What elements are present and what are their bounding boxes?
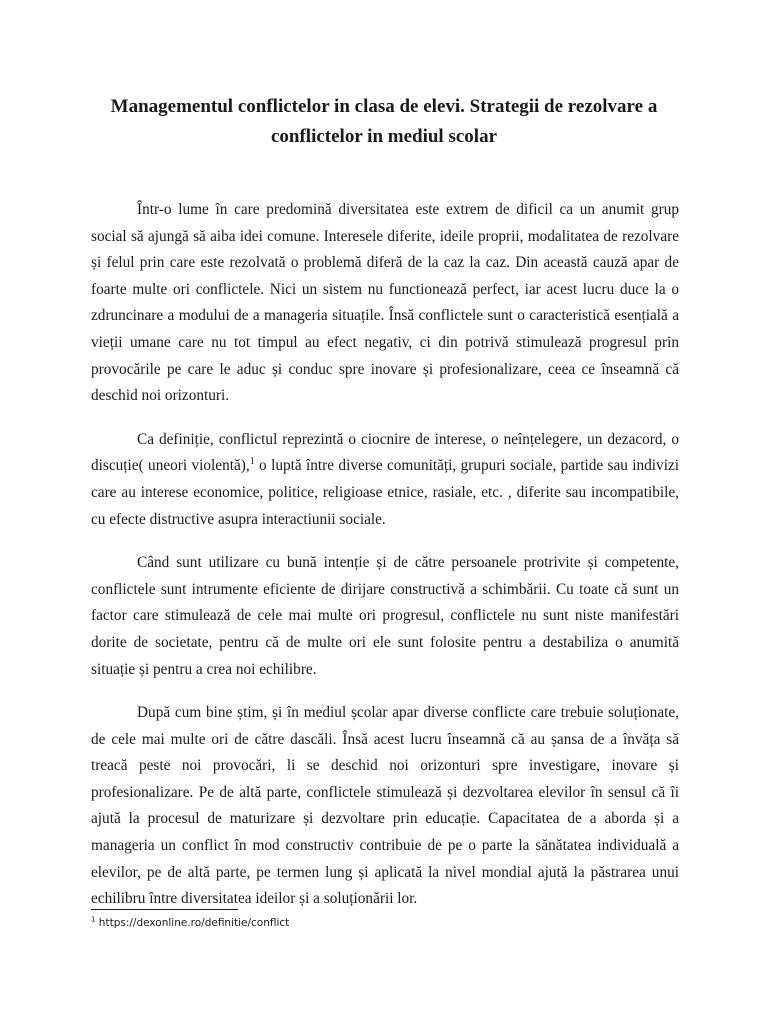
footnote-separator	[91, 909, 238, 910]
footnote	[91, 915, 289, 931]
paragraph-school: După cum bine știm, și în mediul școlar apar diverse conflicte care trebuie soluționate, de cele mai multe ori de către dascăli. Însă acest lucru înseamnă că au șansa de a învăța să treacă peste noi provocări, li se deschid noi orizonturi spre investigare, inovare și profesionalizare. Pe de altă parte, conflictele stimulează și dezvoltarea elevilor în sensul că îi ajută la procesul de maturizare și dezvoltare prin educație. Capacitatea de a aborda și a manageria un conflict în mod constructiv contribuie de pe o parte la sănătatea individuală a elevilor, pe de altă parte, pe termen lung și aplicată la nivel mondial ajută la păstrarea unui echilibru între diversitatea ideilor și a soluționării lor.	[91, 704, 679, 908]
footnote-link[interactable]: https://dexonline.ro/definitie/conflict	[95, 917, 290, 929]
footnote-number: 1	[91, 915, 96, 924]
footnote-reference[interactable]: 1	[249, 456, 255, 468]
paragraph-intro: Într-o lume în care predomină diversitatea este extrem de dificil ca un anumit grup social să ajungă să aiba idei comune. Interesele diferite, ideile proprii, modalitatea de rezolvare și felul prin care este rezolvată o problemă diferă de la caz la caz. Din această cauză apar de foarte multe ori conflictele. Nici un sistem nu functionează perfect, iar acest lucru duce la o zdruncinare a modului de a manageria situațile. Însă conflictele sunt o caracteristică esențială a vieții umane care nu tot timpul au efect negativ, ci din potrivă stimulează progresul prin provocările pe care le aduc și conduc spre inovare și profesionalizare, ceea ce înseamnă că deschid noi orizonturi.	[91, 201, 679, 405]
paragraph-definition	[91, 427, 679, 533]
document-title: Managementul conflictelor in clasa de elevi. Strategii de rezolvare a conflictelor in mediul scolar	[110, 96, 658, 147]
paragraph-definition-text-after: o luptă între diverse comunități, grupuri sociale, partide sau indivizi care au interese economice, politice, religioase etnice, rasiale, etc. , diferite sau incompatibile, cu efecte distructive asupra interactiunii sociale.	[91, 457, 679, 528]
paragraph-usage: Când sunt utilizare cu bună intenție și de către persoanele protrivite și competente, conflictele sunt intrumente eficiente de dirijare constructivă a schimbării. Cu toate că sunt un factor care stimulează de cele mai multe ori progresul, conflictele nu sunt niste manifestări dorite de societate, pentru că de multe ori ele sunt folosite pentru a destabiliza o anumită situație și pentru a crea noi echilibre.	[91, 554, 679, 678]
paragraph-definition-text-before: Ca definiție, conflictul reprezintă o ciocnire de interese, o neînțelegere, un dezacord, o discuție( uneori violentă),	[91, 430, 679, 475]
document-body	[91, 197, 679, 930]
